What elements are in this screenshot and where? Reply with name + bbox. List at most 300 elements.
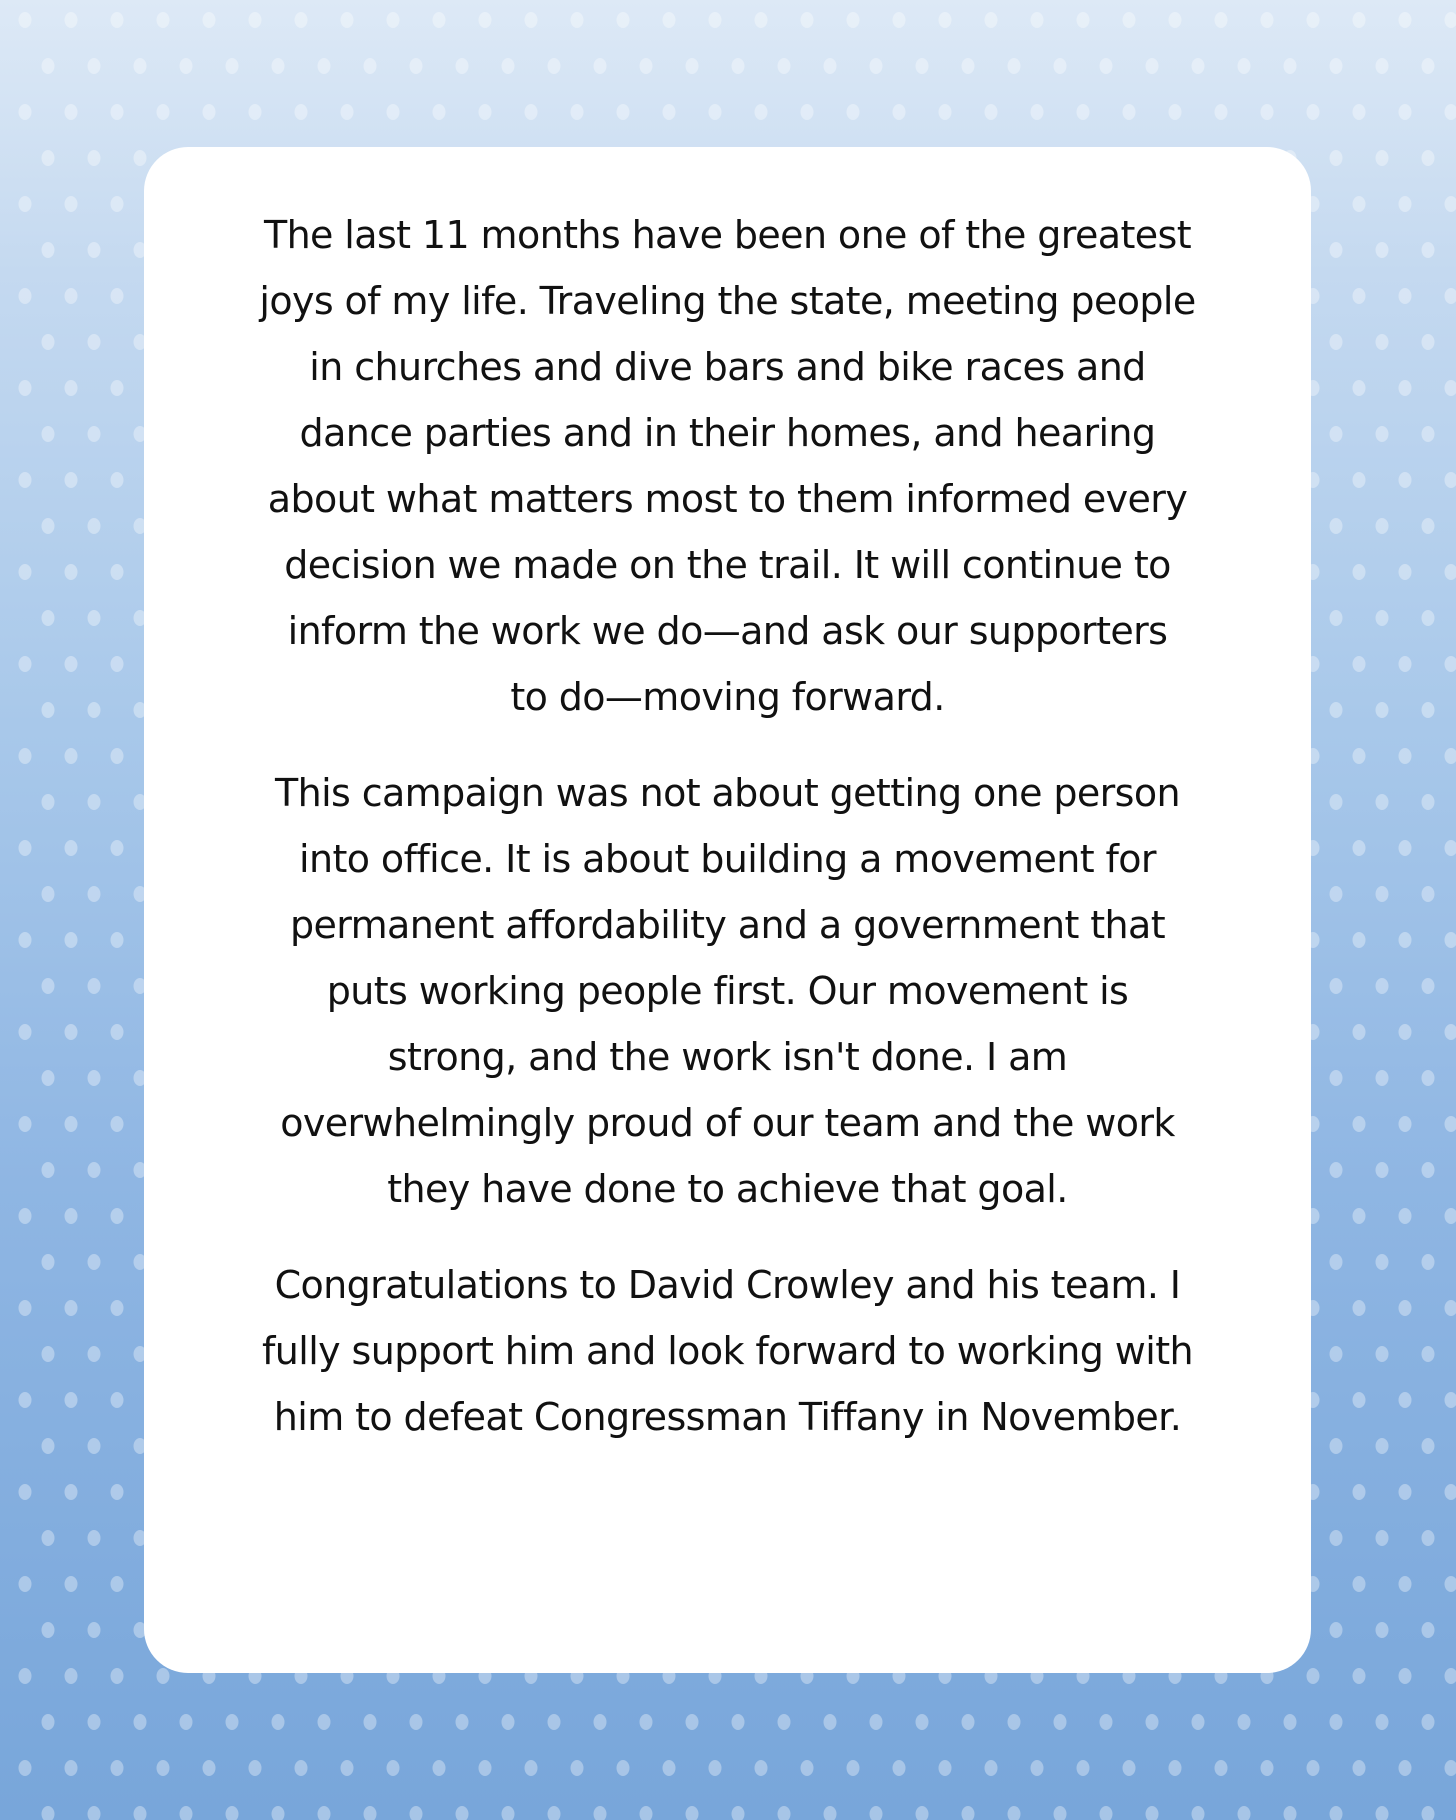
background-dot xyxy=(1445,1576,1456,1592)
background-dot xyxy=(456,58,469,74)
background-dot xyxy=(65,472,78,488)
background-dot xyxy=(19,932,32,948)
background-dot xyxy=(1399,12,1412,28)
background-dot xyxy=(1054,1714,1067,1730)
background-dot xyxy=(1445,196,1456,212)
background-dot xyxy=(893,12,906,28)
statement-card xyxy=(144,147,1311,1673)
background-dot xyxy=(203,12,216,28)
background-dot xyxy=(1445,1392,1456,1408)
background-dot xyxy=(134,1806,147,1820)
background-dot xyxy=(1445,656,1456,672)
background-dot xyxy=(594,58,607,74)
background-dot xyxy=(1261,104,1274,120)
background-dot xyxy=(1353,288,1366,304)
background-dot xyxy=(1330,610,1343,626)
background-dot xyxy=(1353,12,1366,28)
background-dot xyxy=(1353,656,1366,672)
background-dot xyxy=(65,656,78,672)
background-dot xyxy=(134,1714,147,1730)
background-dot xyxy=(272,1714,285,1730)
background-dot xyxy=(1399,472,1412,488)
background-dot xyxy=(1353,104,1366,120)
background-dot xyxy=(65,1300,78,1316)
background-dot xyxy=(1330,1714,1343,1730)
background-dot xyxy=(111,288,124,304)
background-dot xyxy=(1192,1714,1205,1730)
background-dot xyxy=(1422,242,1435,258)
background-dot xyxy=(1445,104,1456,120)
background-dot xyxy=(1077,104,1090,120)
background-dot xyxy=(1077,1760,1090,1776)
background-dot xyxy=(1422,1714,1435,1730)
background-dot xyxy=(1100,58,1113,74)
background-dot xyxy=(1399,1116,1412,1132)
background-dot xyxy=(111,564,124,580)
background-dot xyxy=(1399,380,1412,396)
background-dot xyxy=(502,58,515,74)
background-dot xyxy=(341,104,354,120)
background-dot xyxy=(1445,1208,1456,1224)
background-dot xyxy=(1123,12,1136,28)
background-dot xyxy=(88,334,101,350)
background-dot xyxy=(1445,564,1456,580)
background-dot xyxy=(1445,472,1456,488)
background-dot xyxy=(433,12,446,28)
background-dot xyxy=(870,58,883,74)
background-dot xyxy=(939,104,952,120)
background-dot xyxy=(1353,380,1366,396)
background-dot xyxy=(1330,334,1343,350)
background-dot xyxy=(1330,518,1343,534)
background-dot xyxy=(1077,12,1090,28)
background-dot xyxy=(778,1806,791,1820)
background-dot xyxy=(226,1806,239,1820)
background-dot xyxy=(318,1806,331,1820)
background-dot xyxy=(1307,1760,1320,1776)
background-dot xyxy=(686,1806,699,1820)
background-dot xyxy=(1376,58,1389,74)
background-dot xyxy=(134,150,147,166)
background-dot xyxy=(433,1760,446,1776)
background-dot xyxy=(663,12,676,28)
background-dot xyxy=(1399,196,1412,212)
background-dot xyxy=(295,1760,308,1776)
background-dot xyxy=(525,104,538,120)
background-dot xyxy=(88,518,101,534)
background-dot xyxy=(1031,12,1044,28)
background-dot xyxy=(1422,1806,1435,1820)
background-dot xyxy=(1238,1806,1251,1820)
background-dot xyxy=(65,932,78,948)
background-dot xyxy=(1399,288,1412,304)
background-dot xyxy=(801,12,814,28)
background-dot xyxy=(19,1208,32,1224)
background-dot xyxy=(594,1714,607,1730)
statement-paragraph-3: Congratulations to David Crowley and his team. I fully support him and look forward to working with him to defeat Congressman Tiffany in November. xyxy=(262,1263,1193,1439)
background-dot xyxy=(19,656,32,672)
background-dot xyxy=(1353,1024,1366,1040)
background-dot xyxy=(88,1622,101,1638)
background-dot xyxy=(640,1714,653,1730)
background-dot xyxy=(1422,150,1435,166)
background-dot xyxy=(387,104,400,120)
background-dot xyxy=(180,1714,193,1730)
background-dot xyxy=(1192,1806,1205,1820)
background-dot xyxy=(341,12,354,28)
background-dot xyxy=(88,426,101,442)
background-dot xyxy=(571,12,584,28)
background-dot xyxy=(962,1714,975,1730)
background-dot xyxy=(1146,58,1159,74)
background-dot xyxy=(1330,1530,1343,1546)
background-dot xyxy=(226,1714,239,1730)
background-dot xyxy=(1054,1806,1067,1820)
background-dot xyxy=(42,1162,55,1178)
background-dot xyxy=(88,1070,101,1086)
background-dot xyxy=(1376,886,1389,902)
background-dot xyxy=(19,1576,32,1592)
background-dot xyxy=(1445,932,1456,948)
background-dot xyxy=(19,380,32,396)
background-dot xyxy=(1399,1208,1412,1224)
background-dot xyxy=(939,12,952,28)
background-dot xyxy=(19,564,32,580)
background-dot xyxy=(1422,1346,1435,1362)
background-dot xyxy=(1422,1254,1435,1270)
background-dot xyxy=(1123,1760,1136,1776)
background-dot xyxy=(19,840,32,856)
background-dot xyxy=(1445,1116,1456,1132)
background-dot xyxy=(1353,472,1366,488)
background-dot xyxy=(1330,1622,1343,1638)
background-dot xyxy=(1215,104,1228,120)
background-dot xyxy=(111,12,124,28)
background-dot xyxy=(19,1116,32,1132)
background-dot xyxy=(1284,1806,1297,1820)
background-dot xyxy=(870,1806,883,1820)
background-dot xyxy=(1376,1438,1389,1454)
background-dot xyxy=(1353,196,1366,212)
background-dot xyxy=(42,1530,55,1546)
background-dot xyxy=(1261,12,1274,28)
background-dot xyxy=(1376,610,1389,626)
background-dot xyxy=(456,1806,469,1820)
background-dot xyxy=(801,1760,814,1776)
background-dot xyxy=(1353,1576,1366,1592)
background-dot xyxy=(1376,334,1389,350)
background-dot xyxy=(985,104,998,120)
background-dot xyxy=(617,12,630,28)
background-dot xyxy=(847,1760,860,1776)
background-dot xyxy=(1146,1714,1159,1730)
background-dot xyxy=(1445,840,1456,856)
background-dot xyxy=(985,1760,998,1776)
background-dot xyxy=(111,1208,124,1224)
background-dot xyxy=(755,104,768,120)
background-dot xyxy=(1330,978,1343,994)
background-dot xyxy=(42,1070,55,1086)
background-dot xyxy=(249,12,262,28)
background-dot xyxy=(65,104,78,120)
background-dot xyxy=(1353,1208,1366,1224)
background-dot xyxy=(1399,748,1412,764)
background-dot xyxy=(1307,1668,1320,1684)
background-dot xyxy=(1330,1254,1343,1270)
background-dot xyxy=(88,1346,101,1362)
background-dot xyxy=(88,1254,101,1270)
background-dot xyxy=(295,12,308,28)
background-dot xyxy=(847,12,860,28)
background-dot xyxy=(663,1760,676,1776)
background-dot xyxy=(1445,748,1456,764)
background-dot xyxy=(571,1760,584,1776)
background-dot xyxy=(1330,702,1343,718)
background-dot xyxy=(1376,426,1389,442)
background-dot xyxy=(893,1760,906,1776)
background-dot xyxy=(1238,58,1251,74)
background-dot xyxy=(1031,1760,1044,1776)
background-dot xyxy=(134,58,147,74)
background-dot xyxy=(1353,1300,1366,1316)
background-dot xyxy=(387,1760,400,1776)
background-dot xyxy=(1399,1392,1412,1408)
background-dot xyxy=(88,150,101,166)
background-dot xyxy=(65,380,78,396)
background-dot xyxy=(1008,1806,1021,1820)
background-dot xyxy=(42,978,55,994)
background-dot xyxy=(65,288,78,304)
background-dot xyxy=(42,610,55,626)
background-dot xyxy=(1445,1300,1456,1316)
background-dot xyxy=(65,12,78,28)
background-dot xyxy=(778,1714,791,1730)
background-dot xyxy=(824,58,837,74)
background-dot xyxy=(1376,1162,1389,1178)
background-dot xyxy=(272,1806,285,1820)
background-dot xyxy=(502,1714,515,1730)
background-dot xyxy=(19,1300,32,1316)
background-dot xyxy=(1100,1714,1113,1730)
background-dot xyxy=(1445,1668,1456,1684)
background-dot xyxy=(364,1714,377,1730)
background-dot xyxy=(1376,702,1389,718)
background-dot xyxy=(847,104,860,120)
background-dot xyxy=(111,1576,124,1592)
background-dot xyxy=(1330,1438,1343,1454)
background-dot xyxy=(1353,564,1366,580)
background-dot xyxy=(1376,518,1389,534)
background-dot xyxy=(88,1530,101,1546)
background-dot xyxy=(65,748,78,764)
background-dot xyxy=(42,242,55,258)
background-dot xyxy=(111,104,124,120)
background-dot xyxy=(111,472,124,488)
background-dot xyxy=(1376,1806,1389,1820)
background-dot xyxy=(617,104,630,120)
background-dot xyxy=(548,1806,561,1820)
background-dot xyxy=(1330,1346,1343,1362)
background-dot xyxy=(1169,104,1182,120)
background-dot xyxy=(686,1714,699,1730)
background-dot xyxy=(226,58,239,74)
background-dot xyxy=(1422,1622,1435,1638)
background-dot xyxy=(1330,1806,1343,1820)
background-dot xyxy=(19,1760,32,1776)
background-dot xyxy=(1422,1162,1435,1178)
background-dot xyxy=(410,58,423,74)
background-dot xyxy=(732,1806,745,1820)
background-dot xyxy=(1445,380,1456,396)
background-dot xyxy=(203,104,216,120)
background-dot xyxy=(1399,932,1412,948)
background-dot xyxy=(1376,794,1389,810)
background-dot xyxy=(1422,1070,1435,1086)
background-dot xyxy=(42,518,55,534)
background-dot xyxy=(88,242,101,258)
background-dot xyxy=(870,1714,883,1730)
background-dot xyxy=(88,1438,101,1454)
background-dot xyxy=(1330,242,1343,258)
background-dot xyxy=(1353,1760,1366,1776)
background-dot xyxy=(1376,1530,1389,1546)
background-dot xyxy=(709,1760,722,1776)
background-dot xyxy=(1422,794,1435,810)
background-dot xyxy=(456,1714,469,1730)
background-dot xyxy=(19,1484,32,1500)
background-dot xyxy=(42,1438,55,1454)
background-dot xyxy=(1215,1760,1228,1776)
background-dot xyxy=(1422,334,1435,350)
background-dot xyxy=(916,1806,929,1820)
background-dot xyxy=(111,1484,124,1500)
background-dot xyxy=(893,104,906,120)
statement-paragraph-1: The last 11 months have been one of the greatest joys of my life. Traveling the state, meeting people in churches and dive bars and bike races and dance parties and in their homes, and hearing about what matters most to them informed every decision we made on the trail. It will continue to inform the work we do—and ask our supporters to do—moving forward. xyxy=(259,213,1196,719)
background-dot xyxy=(1031,104,1044,120)
background-dot xyxy=(387,12,400,28)
background-dot xyxy=(640,58,653,74)
background-dot xyxy=(180,58,193,74)
background-dot xyxy=(1330,886,1343,902)
background-dot xyxy=(1399,656,1412,672)
background-dot xyxy=(42,1254,55,1270)
background-dot xyxy=(571,104,584,120)
background-dot xyxy=(801,104,814,120)
background-dot xyxy=(364,58,377,74)
background-dot xyxy=(180,1806,193,1820)
background-dot xyxy=(1330,794,1343,810)
background-dot xyxy=(111,196,124,212)
background-dot xyxy=(65,1760,78,1776)
background-dot xyxy=(1353,1668,1366,1684)
background-dot xyxy=(1422,1530,1435,1546)
background-dot xyxy=(1445,1760,1456,1776)
background-dot xyxy=(19,196,32,212)
background-dot xyxy=(1445,12,1456,28)
background-dot xyxy=(42,1346,55,1362)
background-dot xyxy=(548,1714,561,1730)
background-dot xyxy=(824,1806,837,1820)
background-dot xyxy=(824,1714,837,1730)
background-dot xyxy=(433,104,446,120)
background-dot xyxy=(65,1392,78,1408)
background-dot xyxy=(1054,58,1067,74)
background-dot xyxy=(1123,104,1136,120)
background-dot xyxy=(42,334,55,350)
background-dot xyxy=(318,1714,331,1730)
background-dot xyxy=(1399,1024,1412,1040)
background-dot xyxy=(111,1024,124,1040)
background-dot xyxy=(65,564,78,580)
background-dot xyxy=(1422,978,1435,994)
background-dot xyxy=(19,288,32,304)
background-dot xyxy=(479,1760,492,1776)
background-dot xyxy=(962,58,975,74)
background-dot xyxy=(732,58,745,74)
background-dot xyxy=(1330,150,1343,166)
background-dot xyxy=(88,58,101,74)
background-dot xyxy=(1353,748,1366,764)
background-dot xyxy=(42,58,55,74)
background-dot xyxy=(111,932,124,948)
background-dot xyxy=(1399,1576,1412,1592)
background-dot xyxy=(1422,518,1435,534)
background-dot xyxy=(19,1668,32,1684)
background-dot xyxy=(1376,978,1389,994)
background-dot xyxy=(1330,1162,1343,1178)
background-dot xyxy=(111,1760,124,1776)
background-dot xyxy=(1376,1346,1389,1362)
background-dot xyxy=(916,58,929,74)
background-dot xyxy=(1353,1116,1366,1132)
background-dot xyxy=(1169,1760,1182,1776)
background-dot xyxy=(203,1760,216,1776)
background-dot xyxy=(42,1622,55,1638)
background-dot xyxy=(42,886,55,902)
background-dot xyxy=(1399,1668,1412,1684)
background-dot xyxy=(617,1760,630,1776)
background-dot xyxy=(640,1806,653,1820)
background-dot xyxy=(88,886,101,902)
background-dot xyxy=(157,1760,170,1776)
background-dot xyxy=(1330,58,1343,74)
background-dot xyxy=(709,12,722,28)
background-dot xyxy=(19,104,32,120)
background-dot xyxy=(1261,1760,1274,1776)
background-dot xyxy=(318,58,331,74)
background-dot xyxy=(1008,58,1021,74)
background-dot xyxy=(686,58,699,74)
background-dot xyxy=(111,1116,124,1132)
background-dot xyxy=(663,104,676,120)
background-dot xyxy=(479,12,492,28)
background-dot xyxy=(1445,1484,1456,1500)
background-dot xyxy=(341,1760,354,1776)
background-dot xyxy=(88,702,101,718)
background-dot xyxy=(1422,1438,1435,1454)
background-dot xyxy=(1192,58,1205,74)
background-dot xyxy=(111,1300,124,1316)
background-dot xyxy=(1399,1300,1412,1316)
background-dot xyxy=(111,656,124,672)
background-dot xyxy=(157,12,170,28)
background-dot xyxy=(410,1806,423,1820)
background-dot xyxy=(19,1392,32,1408)
background-dot xyxy=(1376,150,1389,166)
background-dot xyxy=(295,104,308,120)
background-dot xyxy=(111,380,124,396)
background-dot xyxy=(709,104,722,120)
